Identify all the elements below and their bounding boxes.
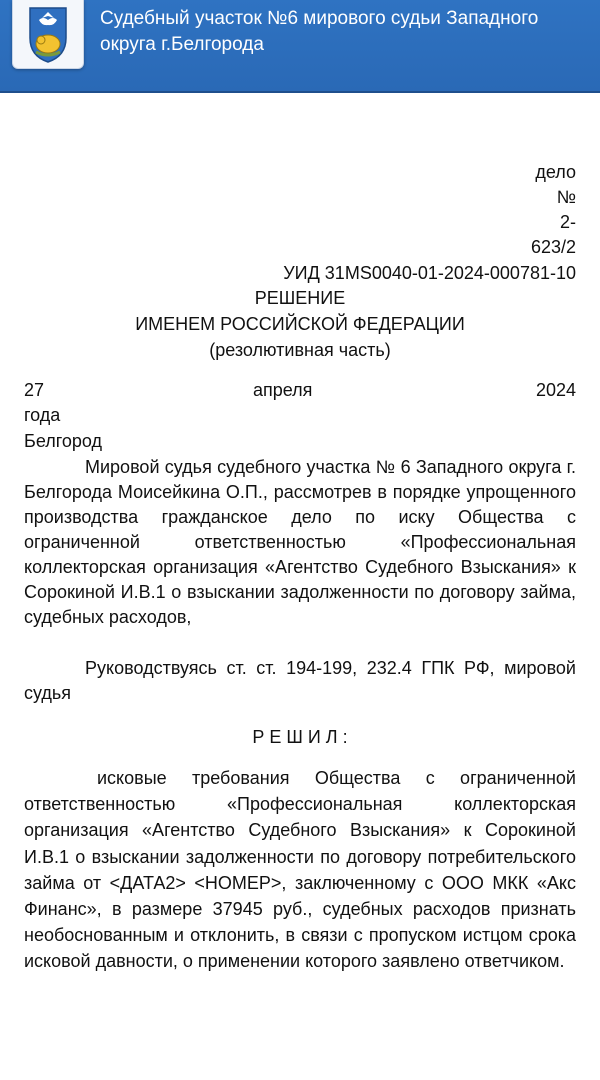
city: Белгород [24,431,103,451]
decided-heading: Р Е Ш И Л : [252,727,348,747]
intro-paragraph: Мировой судья судебного участка № 6 Западного округа г. Белгорода Моисейкина О.П., рассмотрев в порядке упрощенного производства гражданское дело по иску Общества с ограниченной ответственностью «Профессиональная коллекторская организация «Агентство Судебного Взыскания» к Сорокиной И.В.1 о взыскании задолженности по договору займа, судебных расходов, [24,457,576,627]
date-day: 27 [24,380,45,400]
decision-title: РЕШЕНИЕ [254,288,346,308]
date-year: 2024 [535,380,576,400]
resolution-paragraph: исковые требования Общества с ограниченной ответственностью «Профессиональная коллекторская организация «Агентство Судебного Взыскания» к Сорокиной И.В.1 о взыскании задолженности по договору потребительского займа от <ДАТА2> <НОМЕР>, заключенному с ООО МКК «Акс Финанс», в размере 37945 руб., судебных расходов признать необоснованным и отклонить, в связи с пропуском истцом срока исковой давности, о применении которого заявлено ответчиком. [24,768,576,972]
guided-paragraph: Руководствуясь ст. ст. 194-199, 232.4 ГПК РФ, мировой судья [24,658,576,703]
case-number-sign: № [556,187,576,207]
decision-date [24,378,576,403]
decision-part: (резолютивная часть) [209,340,391,360]
case-label: дело [535,162,576,182]
case-number-part1: 2- [559,212,576,232]
belgorod-coat-of-arms-icon[interactable] [12,0,84,69]
date-suffix: года [24,405,61,425]
case-number-part2: 623/2 [530,237,576,257]
date-month: апреля [253,380,313,400]
case-uid: УИД 31MS0040-01-2024-000781-10 [283,263,576,283]
decision-subtitle: ИМЕНЕМ РОССИЙСКОЙ ФЕДЕРАЦИИ [135,314,465,334]
court-title: Судебный участок №6 мирового судьи Западного округа г.Белгорода [100,8,539,55]
site-header [0,0,600,93]
